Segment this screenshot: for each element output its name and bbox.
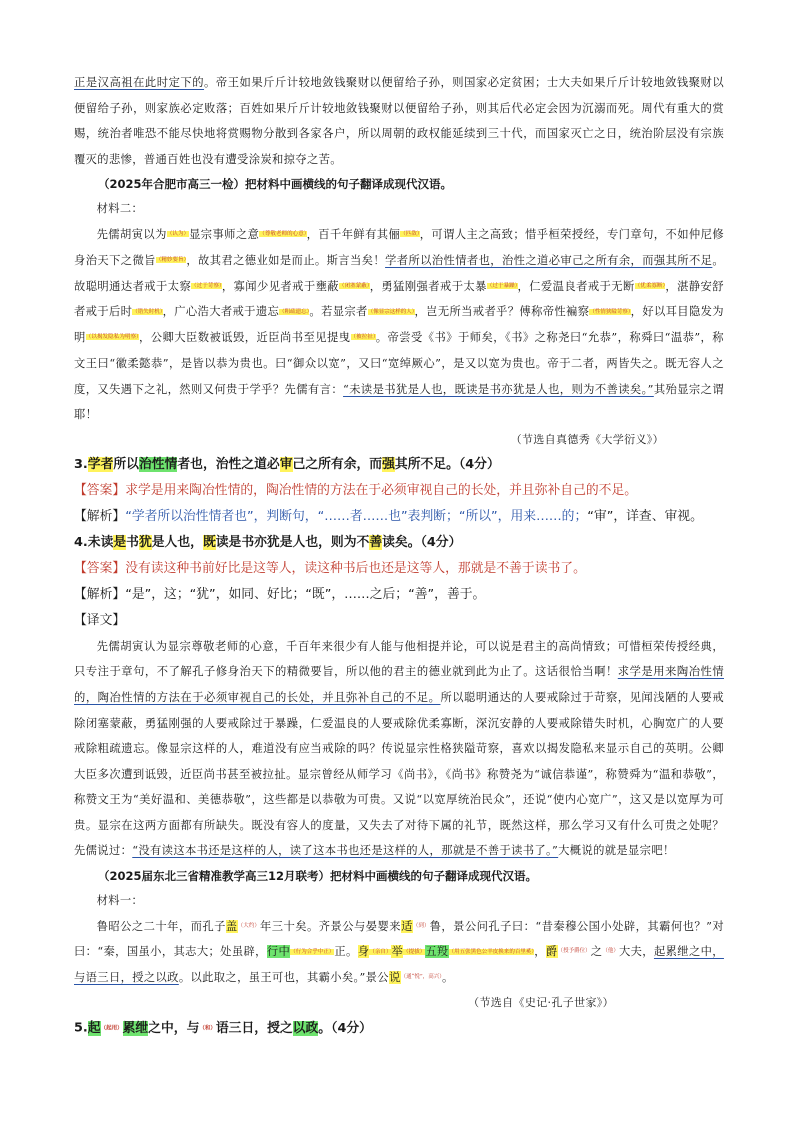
material-paragraph: 正是汉高祖在此时定下的。帝王如果斤斤计较地敛钱聚财以便留给子孙，则国家必定贫困；士大夫如果斤斤计较地敛钱聚财以便留给子孙，则家族必定败落；百姓如果斤斤计较地敛钱聚财以便留给子孙，则其后代必定会因为沉溺而死。周代有重大的赏赐，统治者唯恐不能尽快地将赏赐物分散到各家各户，所以周朝的政权能延续到三十代，而国家灭亡之日，统治阶层没有宗族覆灭的悲惨，普通百姓也没有遭受涂炭和掠夺之苦。	[74, 76, 725, 166]
annotation: （大约）	[237, 922, 261, 929]
underlined-sentence: 学者所以治性情者也，治性之道必审己之所有余，而强其所不足	[385, 253, 713, 267]
annotation: （到）	[412, 922, 430, 929]
underlined-sentence: “没有读这本书还是这样的人，读了这本书也还是这样的人，那就是不善于读书了。”	[132, 844, 559, 858]
material-label: 材料二：	[96, 202, 144, 216]
annotation: （过于暴躁）	[486, 282, 518, 289]
annotation: （授予爵位）	[557, 948, 591, 955]
section-heading: （2025届东北三省精准教学高三12月联考）把材料中画横线的句子翻译成现代汉语。	[98, 869, 538, 884]
annotation: （起用）	[100, 1025, 123, 1032]
annotation: （行为合乎中正）	[290, 948, 335, 955]
material-label: 材料一：	[96, 894, 144, 908]
answer-4: 【答案】没有读这种书前好比是这等人，读这种书后也还是这等人，那就是不善于读书了。	[74, 560, 586, 576]
translation-tag: 【译文】	[74, 612, 126, 628]
source-citation: （节选自《史记·孔子世家》）	[468, 996, 614, 1010]
answer-tag: 【答案】	[74, 482, 126, 498]
annotation: （以揭发隐私为明察）	[85, 334, 140, 341]
annotation: （通“悦”，高兴）	[400, 974, 442, 981]
annotation: （他）	[602, 948, 619, 955]
translation-text: 先儒胡寅认为显宗尊敬老师的心意，千百年来很少有人能与他相提并论，可以说是君主的高尚情致；可惜桓荣传授经典，只专注于章句，不了解孔子修身治天下的精微要旨，所以他的君主的德业就到此为止了。这话很恰当啊！求学是用来陶冶性情的，陶冶性情的方法在于必须审视自己的长处，并且弥补自己的不足。所以聪明通达的人要戒除过于苛察，见闻浅陋的人要戒除闭塞蒙蔽，勇猛刚强的人要戒除过于暴躁，仁爱温良的人要戒除优柔寡断，深沉安静的人要戒除错失时机，心胸宽广的人要戒除粗疏遗忘。像显宗这样的人，难道没有应当戒除的吗？传说显宗性格狭隘苛察，喜欢以揭发隐私来显示自己的英明。公卿大臣多次遭到诋毁，近臣尚书甚至被拉扯。显宗曾经从师学习《尚书》，《尚书》称赞尧为“诚信恭谨”，称赞舜为“温和恭敬”，称赞文王为“美好温和、美德恭敬”，这些都是以恭敬为可贵。又说“以宽厚统治民众”，还说“使内心宽广”，这又是以宽厚为可贵。显宗在这两方面都有所缺失。既没有容人的度量，又失去了对待下属的礼节，既然这样，那么学习又有什么可贵之处呢？先儒说过：“没有读这本书还是这样的人，读了这本书也还是这样的人，那就是不善于读书了。”大概说的就是显宗吧！	[74, 639, 725, 858]
answer-3: 【答案】求学是用来陶冶性情的，陶冶性情的方法在于必须审视自己的长处，并且弥补自己的不足。	[74, 482, 638, 498]
annotation: （粗疏遗忘）	[279, 308, 310, 315]
annotation: （尊敬老师的心意）	[259, 231, 307, 238]
annotation: （亲自）	[369, 948, 392, 955]
underlined-sentence: 起累绁之中，与语三日，授之以政	[74, 945, 724, 985]
annotation: （和）	[199, 1025, 216, 1032]
material-one-text: 鲁昭公之二十年，而孔子盖（大约）年三十矣。齐景公与晏婴来适（到）鲁，景公问孔子曰：“昔秦穆公国小处辟，其霸何也？”对曰：“秦，国虽小，其志大；处虽辟，行中（行为合乎中正）正。身（亲自）举（提拔）五羖（用五张黑色公羊皮换来的百里奚），爵（授予爵位）之（他）大夫，起累绁之中，与语三日，授之以政。以此取之，虽王可也，其霸小矣。”景公说（通“悦”，高兴）。	[74, 919, 725, 985]
section-heading: （2025年合肥市高三一检）把材料中画横线的句子翻译成现代汉语。	[98, 177, 453, 192]
analysis-tag: 【解析】	[74, 586, 126, 602]
annotation: （闭塞蒙蔽）	[339, 282, 370, 289]
annotation: （认为）	[166, 231, 190, 238]
annotation: （被拉扯）	[350, 334, 376, 341]
document-page	[74, 70, 724, 1042]
annotation: （匹敌）	[400, 231, 420, 238]
analysis-3: 【解析】“学者所以治性情者也”，判断句，“……者……也”表判断；“所以”，用来……的；“审”，详查、审视。	[74, 508, 703, 524]
underlined-sentence: 正是汉高祖在此时定下的	[74, 76, 205, 89]
annotation: （精妙要旨）	[155, 256, 187, 263]
annotation: （优柔寡断）	[634, 282, 666, 289]
underlined-sentence: “未读是书犹是人也，既读是书亦犹是人也，则为不善读矣。”	[343, 382, 654, 396]
annotation: （过于苛察）	[191, 282, 222, 289]
answer-tag: 【答案】	[74, 560, 126, 576]
analysis-tag: 【解析】	[74, 508, 126, 524]
underlined-sentence: 求学是用来陶冶性情的，陶冶性情的方法在于必须审视自己的长处，并且弥补自己的不足。	[74, 665, 724, 704]
annotation: （像显宗这样的人）	[367, 308, 415, 315]
question-4: 4.未读是书犹是人也，既读是书亦犹是人也，则为不善读矣。（4分）	[74, 534, 462, 550]
annotation: （用五张黑色公羊皮换来的百里奚）	[448, 948, 535, 955]
annotation: （提拔）	[403, 948, 426, 955]
material-two-text: 先儒胡寅以为（认为）显宗事师之意（尊敬老师的心意），百千年鲜有其俪（匹敌），可谓人主之高致；惜乎桓荣授经，专门章句，不如仲尼修身治天下之微旨（精妙要旨），故其君之德业如是而止。斯言当矣！学者所以治性情者也，治性之道必审己之所有余，而强其所不足。故聪明通达者戒于太察（过于苛察），寡闻少见者戒于壅蔽（闭塞蒙蔽），勇猛刚强者戒于太暴（过于暴躁），仁爱温良者戒于无断（优柔寡断），湛静安舒者戒于后时（错失时机），广心浩大者戒于遗忘（粗疏遗忘）。若显宗者（像显宗这样的人），岂无所当戒者乎？傅称帝性褊察（性情狭隘苛察），好以耳目隐发为明（以揭发隐私为明察），公卿大臣数被诋毁，近臣尚书至见提曳（被拉扯）。帝尝受《书》于师矣，《书》之称尧曰“允恭”，称舜曰“温恭”，称文王曰“徽柔懿恭”，是皆以恭为贵也。曰“御众以宽”，又曰“宽绰厥心”，是又以宽为贵也。帝于二者，两皆失之。既无容人之度，又失遇下之礼，然则又何贵于学乎？先儒有言：“未读是书犹是人也，既读是书亦犹是人也，则为不善读矣。”其殆显宗之谓耶！	[74, 227, 725, 422]
question-3: 3.学者所以治性情者也，治性之道必审己之所有余，而强其所不足。（4分）	[74, 456, 500, 472]
annotation: （性情狭隘苛察）	[589, 308, 631, 315]
annotation: （错失时机）	[132, 308, 163, 315]
analysis-4: 【解析】“是”，这；“犹”，如同、好比；“既”，……之后；“善”，善于。	[74, 586, 486, 602]
source-citation: （节选自真德秀《大学衍义》）	[510, 432, 664, 446]
question-5: 5.起（起用）累绁之中，与（和）语三日，授之以政。（4分）	[74, 1020, 372, 1036]
